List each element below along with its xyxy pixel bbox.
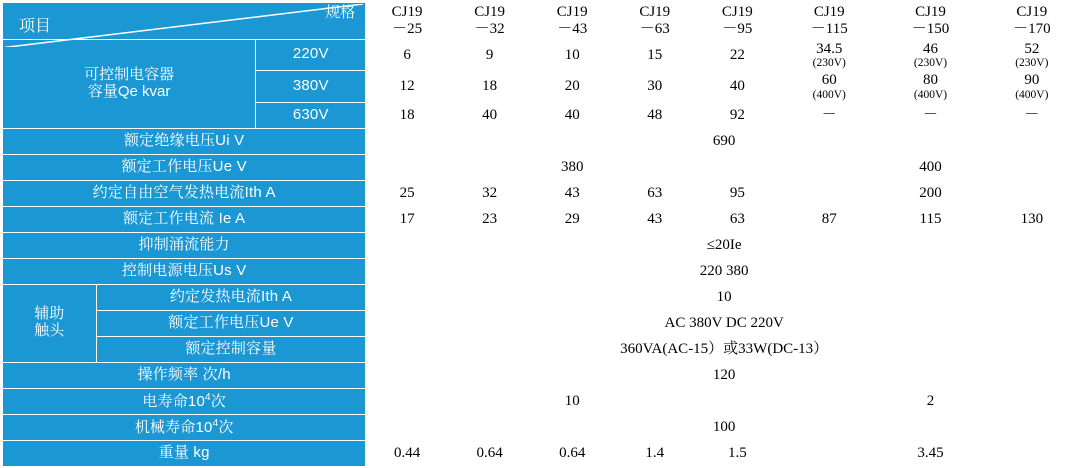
- model-name-line2: －63: [639, 20, 670, 37]
- aux-contact-group-label: [3, 284, 97, 362]
- row-label-aux-working-voltage: 额定工作电压Ue V: [96, 310, 366, 336]
- model-header-cell: [531, 3, 614, 40]
- row-label-mechanical-life: [3, 414, 366, 440]
- thermal-current-value: 200: [779, 180, 1083, 206]
- operating-frequency-value: 120: [366, 362, 1083, 388]
- rated-current-value: 115: [880, 206, 981, 232]
- table-row: [3, 232, 1083, 258]
- aux-rated-capacity-value: 360VA(AC-15）或33W(DC-13）: [366, 336, 1083, 362]
- thermal-current-value: 95: [696, 180, 779, 206]
- model-header-cell: [779, 3, 880, 40]
- rated-current-value: 130: [981, 206, 1082, 232]
- specification-table: [2, 2, 1083, 467]
- row-label-control-supply-voltage: 控制电源电压Us V: [3, 258, 366, 284]
- thermal-current-value: 32: [448, 180, 531, 206]
- capacity-value: －: [981, 102, 1082, 128]
- rated-current-value: 29: [531, 206, 614, 232]
- aux-thermal-current-value: 10: [366, 284, 1083, 310]
- table-row: [3, 128, 1083, 154]
- working-voltage-value: 400: [779, 154, 1083, 180]
- table-row: [3, 440, 1083, 466]
- capacity-value: 10: [531, 39, 614, 71]
- row-label-aux-thermal-current: 约定发热电流Ith A: [96, 284, 366, 310]
- model-name-line1: CJ19: [813, 4, 845, 20]
- control-supply-voltage-value: 220 380: [366, 258, 1083, 284]
- table-row: [3, 362, 1083, 388]
- capacity-value: 40: [448, 102, 531, 128]
- row-label-electrical-life: [3, 388, 366, 414]
- capacity-value: 12: [366, 71, 449, 103]
- model-name-line2: －25: [392, 20, 423, 37]
- model-header-cell: [366, 3, 449, 40]
- capacity-value: 60 (400V): [779, 71, 880, 103]
- mechanical-life-exponent: 4: [212, 417, 219, 429]
- capacity-value: 18: [448, 71, 531, 103]
- header-label-spec: 规格: [325, 4, 356, 21]
- table-header-row: [3, 3, 1083, 40]
- capacity-value: 48: [613, 102, 696, 128]
- model-name-line2: －43: [557, 20, 588, 37]
- capacity-value: 22: [696, 39, 779, 71]
- model-name-line2: －115: [810, 20, 848, 37]
- capacity-value: 80 (400V): [880, 71, 981, 103]
- model-header-cell: [981, 3, 1082, 40]
- row-label-operating-frequency: 操作频率 次/h: [3, 362, 366, 388]
- weight-value: 0.44: [366, 440, 449, 466]
- model-name-line2: －170: [1013, 20, 1051, 37]
- model-header-cell: [448, 3, 531, 40]
- model-name-line1: CJ19: [474, 4, 506, 20]
- weight-value: 1.5: [696, 440, 779, 466]
- thermal-current-value: 43: [531, 180, 614, 206]
- aux-label-line1: 辅助: [34, 305, 65, 323]
- row-label-rated-current: 额定工作电流 Ie A: [3, 206, 366, 232]
- rated-current-value: 43: [613, 206, 696, 232]
- mechanical-life-suffix: 次: [218, 418, 234, 436]
- capacity-value: 52 (230V): [981, 39, 1082, 71]
- table-row: [3, 284, 1083, 310]
- weight-value: 0.64: [531, 440, 614, 466]
- table-row: [3, 310, 1083, 336]
- row-label-weight: 重量 kg: [3, 440, 366, 466]
- table-row: [3, 336, 1083, 362]
- row-label-inrush-suppression: 抑制涌流能力: [3, 232, 366, 258]
- rated-current-value: 63: [696, 206, 779, 232]
- weight-value: 1.4: [613, 440, 696, 466]
- capacity-label-line2: 容量Qe kvar: [87, 82, 171, 100]
- header-corner-cell: [3, 3, 366, 40]
- table-row: [3, 154, 1083, 180]
- table-row: [3, 180, 1083, 206]
- rated-current-value: 17: [366, 206, 449, 232]
- capacity-value: 90 (400V): [981, 71, 1082, 103]
- model-header-cell: [880, 3, 981, 40]
- capacity-label-line1: 可控制电容器: [84, 65, 175, 83]
- capacity-value: 46 (230V): [880, 39, 981, 71]
- voltage-label-220v: 220V: [256, 39, 366, 71]
- mechanical-life-prefix: 机械寿命10: [134, 418, 213, 436]
- row-label-thermal-current: 约定自由空气发热电流Ith A: [3, 180, 366, 206]
- header-label-item: 项目: [19, 17, 52, 35]
- thermal-current-value: 63: [613, 180, 696, 206]
- capacity-value: 34.5 (230V): [779, 39, 880, 71]
- model-name-line1: CJ19: [721, 4, 753, 20]
- model-name-line2: －150: [911, 20, 950, 37]
- model-name-line1: CJ19: [391, 4, 423, 20]
- aux-working-voltage-value: AC 380V DC 220V: [366, 310, 1083, 336]
- electrical-life-value: 2: [779, 388, 1083, 414]
- thermal-current-value: 25: [366, 180, 449, 206]
- model-name-line1: CJ19: [639, 4, 671, 20]
- table-row: [3, 388, 1083, 414]
- capacity-value: 20: [531, 71, 614, 103]
- table-row: [3, 206, 1083, 232]
- capacity-value: 40: [696, 71, 779, 103]
- capacity-value: －: [880, 102, 981, 128]
- inrush-value: ≤20Ie: [366, 232, 1083, 258]
- capacity-value: －: [779, 102, 880, 128]
- row-label-aux-rated-capacity: 额定控制容量: [96, 336, 366, 362]
- aux-label-line2: 触头: [34, 322, 65, 340]
- row-label-working-voltage: 额定工作电压Ue V: [3, 154, 366, 180]
- capacity-value: 30: [613, 71, 696, 103]
- model-header-cell: [696, 3, 779, 40]
- voltage-label-630v: 630V: [256, 102, 366, 128]
- rated-current-value: 23: [448, 206, 531, 232]
- electrical-life-value: 10: [366, 388, 779, 414]
- model-name-line1: CJ19: [915, 4, 946, 20]
- electrical-life-suffix: 次: [210, 392, 226, 410]
- weight-value: 0.64: [448, 440, 531, 466]
- capacity-row-label: [3, 39, 256, 128]
- rated-current-value: 87: [779, 206, 880, 232]
- voltage-label-380v: 380V: [256, 71, 366, 103]
- model-name-line1: CJ19: [1016, 4, 1048, 20]
- capacity-value: 9: [448, 39, 531, 71]
- row-label-insulation-voltage: 额定绝缘电压Ui V: [3, 128, 366, 154]
- capacity-value: 18: [366, 102, 449, 128]
- working-voltage-value: 380: [366, 154, 779, 180]
- weight-value: 3.45: [779, 440, 1083, 466]
- electrical-life-prefix: 电寿命10: [142, 392, 205, 410]
- insulation-voltage-value: 690: [366, 128, 1083, 154]
- mechanical-life-value: 100: [366, 414, 1083, 440]
- capacity-value: 40: [531, 102, 614, 128]
- model-name-line2: －95: [722, 20, 753, 37]
- capacity-value: 92: [696, 102, 779, 128]
- capacity-value: 6: [366, 39, 449, 71]
- electrical-life-exponent: 4: [205, 391, 211, 403]
- model-name-line1: CJ19: [556, 4, 588, 20]
- diagonal-divider-icon: [5, 4, 363, 47]
- table-row: [3, 258, 1083, 284]
- capacity-value: 15: [613, 39, 696, 71]
- model-header-cell: [613, 3, 696, 40]
- model-name-line2: －32: [474, 20, 505, 37]
- table-row: [3, 414, 1083, 440]
